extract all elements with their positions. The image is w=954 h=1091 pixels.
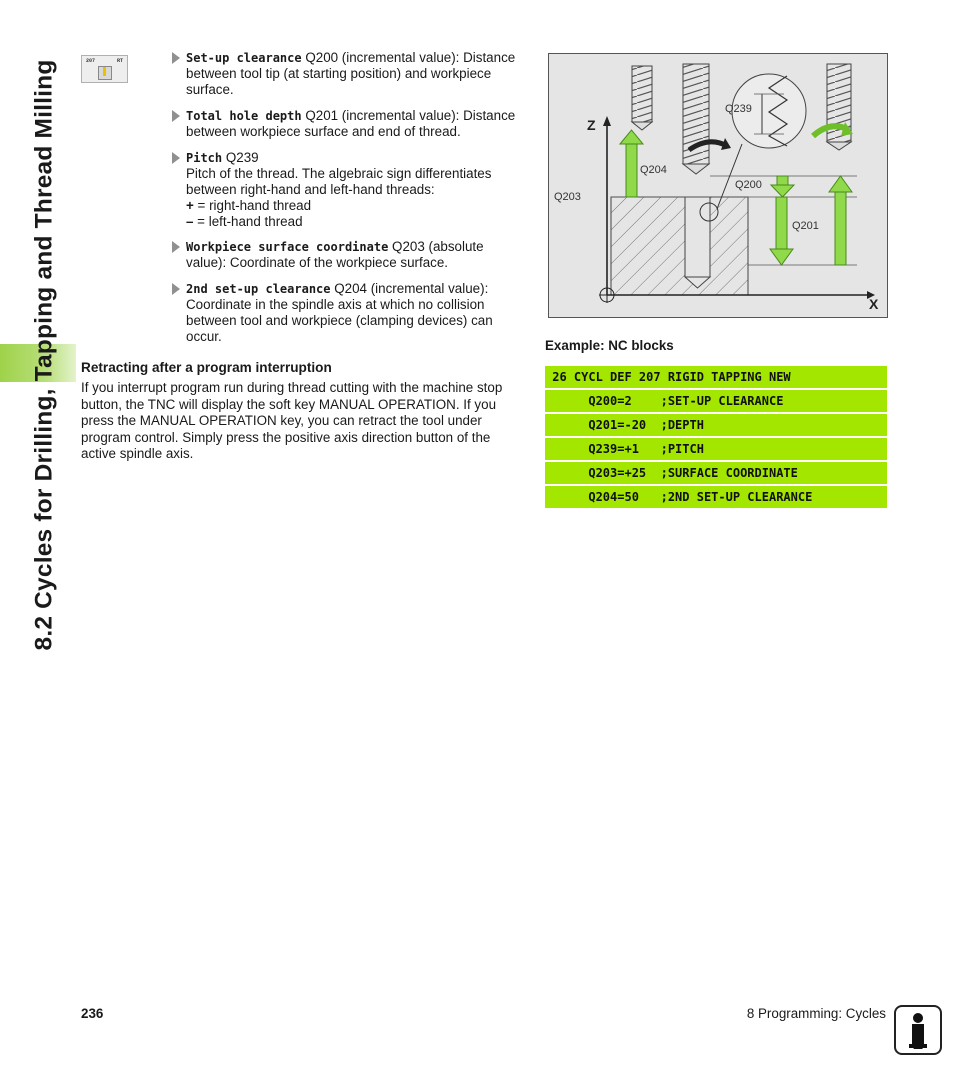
drilled-hole [685,197,710,277]
bullet-arrow-icon [172,110,180,122]
nc-block-row: Q203=+25 ;SURFACE COORDINATE [545,462,887,484]
tap-tool [683,64,709,164]
side-title: 8.2 Cycles for Drilling, Tapping and Thread Milling [30,59,58,651]
bullet-arrow-icon [172,52,180,64]
tap-icon [98,66,112,80]
param-code: Workpiece surface coordinate [186,240,389,254]
q200-label: Q200 [735,179,762,191]
nc-block-row: Q204=50 ;2ND SET-UP CLEARANCE [545,486,887,508]
q204-arrow [626,142,637,197]
bullet-arrow-icon [172,152,180,164]
footer-chapter: 8 Programming: Cycles [746,1006,886,1021]
softkey-label-rt: RT [116,58,123,64]
cycle-207-softkey-icon [81,55,128,83]
tapping-diagram [548,53,888,318]
param-2nd-setup-clearance: 2nd set-up clearance Q204 (incremental value): Coordinate in the spindle axis at which no collision between tool and workpiece (clamping devices) can occur. [172,281,527,345]
x-axis-label: X [869,296,879,312]
nc-block-row: Q239=+1 ;PITCH [545,438,887,460]
workpiece-block [611,197,748,295]
param-code: Pitch [186,151,223,165]
q204-label: Q204 [640,164,667,176]
nc-block-row: Q201=-20 ;DEPTH [545,414,887,436]
z-axis-label: Z [587,117,596,133]
page-number: 236 [81,1006,104,1021]
bullet-arrow-icon [172,283,180,295]
q203-label: Q203 [554,191,581,203]
param-code: 2nd set-up clearance [186,282,331,296]
bullet-arrow-icon [172,241,180,253]
example-title: Example: NC blocks [545,338,674,353]
section-paragraph: If you interrupt program run during thread cutting with the machine stop button, the TNC will display the soft key MANUAL OPERATION. If you press the MANUAL OPERATION key, you can retract the tool under program control. Simply press the positive axis direction button of the active spindle axis. [81,380,503,461]
param-setup-clearance: Set-up clearance Q200 (incremental value): Distance between tool tip (at starting position) and workpiece surface. [172,50,527,98]
info-icon [894,1005,942,1055]
q201-label: Q201 [792,220,819,232]
param-code: Total hole depth [186,109,302,123]
q200-arrow [777,176,788,185]
retract-arrow [835,190,846,265]
param-surface-coordinate: Workpiece surface coordinate Q203 (absolute value): Coordinate of the workpiece surface. [172,239,527,271]
nc-block-row: 26 CYCL DEF 207 RIGID TAPPING NEW [545,366,887,388]
tap-tool [632,66,652,122]
q201-arrow [776,197,787,249]
param-total-hole-depth: Total hole depth Q201 (incremental value): Distance between workpiece surface and end of thread. [172,108,527,140]
param-pitch: Pitch Q239 Pitch of the thread. The algebraic sign differentiates between right-hand and left-hand threads: + = right-hand thread – = left-hand thread [172,150,527,230]
nc-block-row: Q200=2 ;SET-UP CLEARANCE [545,390,887,412]
z-axis-arrow [603,116,611,126]
softkey-label-number: 207 [86,58,96,64]
param-code: Set-up clearance [186,51,302,65]
q239-label: Q239 [725,103,752,115]
section-heading: Retracting after a program interruption [81,360,332,375]
